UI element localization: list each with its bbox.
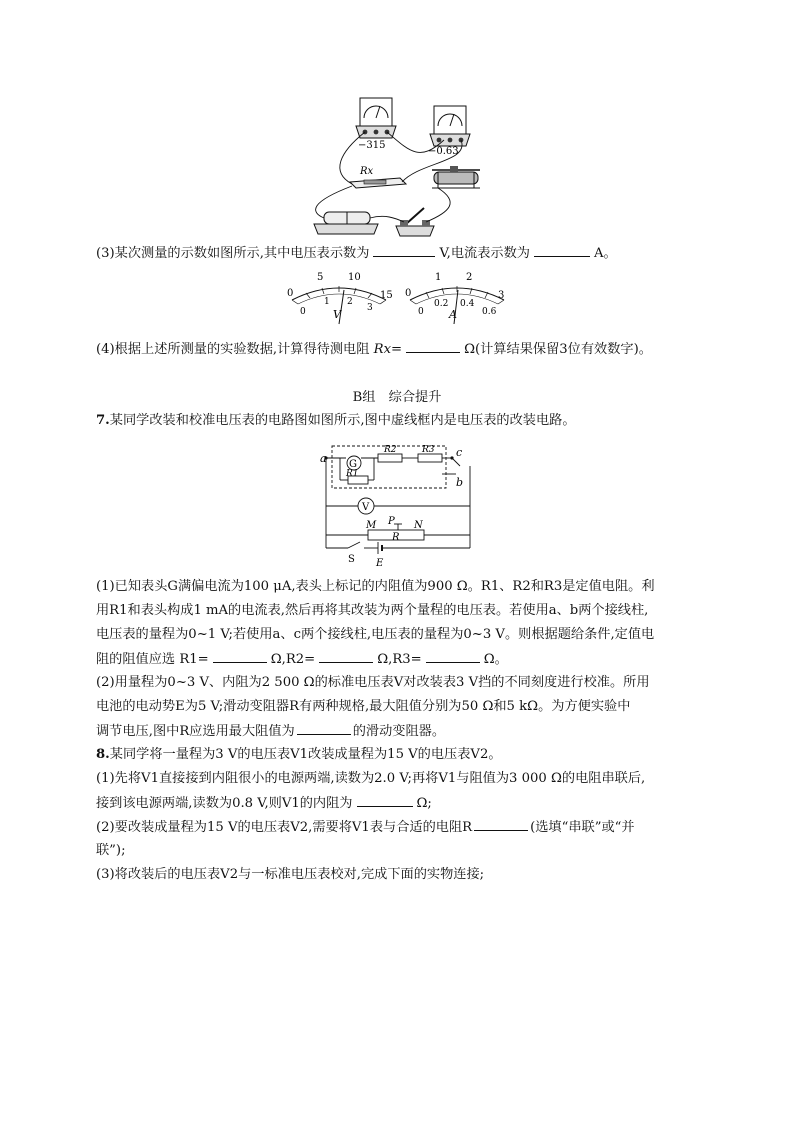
q3-text-b: V,电流表示数为 <box>439 246 530 261</box>
v1-resistance-blank[interactable] <box>357 794 413 807</box>
q8-p3-line1: (3)将改装后的电压表V2与一标准电压表校对,完成下面的实物连接; <box>96 867 485 882</box>
circuit-label-R2: R2 <box>384 445 397 455</box>
voltmeter-range-label: −315 <box>358 140 386 151</box>
r1-blank[interactable] <box>213 650 267 663</box>
circuit-label-b: b <box>456 476 464 489</box>
q7-p2-l3-b: 的滑动变阻器。 <box>352 724 446 739</box>
q7-p1-line3: 电压表的量程为0~1 V;若使用a、c两个接线柱,电压表的量程为0~3 V。则根据题给条件,定值电 <box>96 627 655 642</box>
rx-label: Rx <box>360 166 374 177</box>
ammeter-dial <box>402 268 512 328</box>
q7-p1-l4-c: Ω,R3= <box>377 652 422 667</box>
q7-p2-line2: 电池的电动势E为5 V;滑动变阻器R有两种规格,最大阻值分别为50 Ω和5 kΩ。为方便实验中 <box>96 699 631 714</box>
rheostat-choice-blank[interactable] <box>297 722 351 735</box>
circuit-label-S: S <box>348 554 355 565</box>
q7-p1-line1: (1)已知表头G满偏电流为100 μA,表头上标记的内阻值为900 Ω。R1、R2和R3是定值电阻。利 <box>96 579 655 594</box>
q8-number: 8. <box>96 747 110 762</box>
q3-line <box>96 244 617 263</box>
q7-p1-l4-b: Ω,R2= <box>270 652 316 667</box>
q4-resistance-blank[interactable] <box>406 340 460 353</box>
circuit-label-c: c <box>456 446 463 459</box>
q4-line: (4)根据上述所测量的实验数据,计算得待测电阻 Rx= Ω(计算结果保留3位有效数字)。 <box>96 342 652 357</box>
rheostat-device <box>432 166 480 188</box>
switch-device <box>396 208 434 236</box>
q8-p2-l1-a: (2)要改装成量程为15 V的电压表V2,需要将V1表与合适的电阻R <box>96 820 473 835</box>
circuit-label-R1: R1 <box>346 469 359 479</box>
experiment-setup-figure <box>300 92 510 240</box>
circuit-label-E: E <box>376 558 384 569</box>
q4-text-b: Ω(计算结果保留3位有效数字)。 <box>464 342 652 357</box>
q7-number: 7. <box>96 413 110 428</box>
ammeter-range-label: −0.63 <box>428 146 459 157</box>
voltmeter-device <box>356 98 396 138</box>
ammeter-device <box>430 106 470 146</box>
a-top-2: 2 <box>466 272 473 283</box>
a-top-3: 3 <box>498 290 505 301</box>
v-top-5: 5 <box>317 272 324 283</box>
circuit-label-N: N <box>414 520 423 531</box>
a-bottom-04: 0.4 <box>460 299 475 309</box>
v-top-10: 10 <box>348 272 361 283</box>
connection-type-blank[interactable] <box>474 818 528 831</box>
a-top-0: 0 <box>405 288 412 299</box>
resistor-rx-device <box>350 178 406 188</box>
q3-voltage-blank[interactable] <box>373 244 435 257</box>
v-bottom-3: 3 <box>367 303 373 313</box>
voltmeter-symbol: V <box>333 308 341 321</box>
q7-stem-line <box>96 412 576 430</box>
v-bottom-1: 1 <box>324 297 330 307</box>
q8-p2-line2: 联”); <box>96 843 126 858</box>
a-top-1: 1 <box>435 272 442 283</box>
circuit-label-a: a <box>320 452 327 465</box>
q8-stem: 某同学将一量程为3 V的电压表V1改装成量程为15 V的电压表V2。 <box>109 747 502 762</box>
v-top-15: 15 <box>380 290 393 301</box>
q7-p1-l4-a: 阻的阻值应选 R1= <box>96 652 209 667</box>
calibration-circuit-diagram <box>318 442 478 568</box>
ammeter-symbol: A <box>449 308 457 321</box>
circuit-label-R: R <box>392 532 400 543</box>
q4-rx-symbol: Rx <box>373 342 392 357</box>
q4-text-a: (4)根据上述所测量的实验数据,计算得待测电阻 <box>96 342 370 357</box>
v-top-0: 0 <box>287 288 294 299</box>
a-bottom-0: 0 <box>418 307 424 317</box>
q7-p1-line2: 用R1和表头构成1 mA的电流表,然后再将其改装为两个量程的电压表。若使用a、b两个接线柱, <box>96 603 649 618</box>
q8-p2-line1 <box>96 818 635 837</box>
q7-stem: 某同学改装和校准电压表的电路图如图所示,图中虚线框内是电压表的改装电路。 <box>109 413 576 428</box>
q8-p1-line2 <box>96 794 432 813</box>
q7-p2-l3-a: 调节电压,图中R应选用最大阻值为 <box>96 724 295 739</box>
q7-p1-l4-d: Ω。 <box>483 652 508 667</box>
circuit-label-V: V <box>362 502 370 513</box>
q8-p1-l2-b: Ω; <box>416 796 432 811</box>
v-bottom-0: 0 <box>300 307 306 317</box>
r2-blank[interactable] <box>319 650 373 663</box>
q3-text-a: (3)某次测量的示数如图所示,其中电压表示数为 <box>96 246 370 261</box>
v-bottom-2: 2 <box>347 297 353 307</box>
voltmeter-dial <box>284 268 394 328</box>
a-bottom-06: 0.6 <box>482 307 497 317</box>
circuit-label-P: P <box>388 516 395 527</box>
q3-current-blank[interactable] <box>534 244 590 257</box>
q7-p2-line1: (2)用量程为0~3 V、内阻为2 500 Ω的标准电压表V对改装表3 V挡的不同刻度进行校准。所用 <box>96 675 650 690</box>
battery-device <box>314 212 378 234</box>
a-bottom-02: 0.2 <box>434 299 449 309</box>
q8-p2-l1-b: (选填“串联”或“并 <box>530 820 635 835</box>
circuit-label-G: G <box>349 459 357 470</box>
circuit-label-M: M <box>366 520 377 531</box>
q7-p1-line4 <box>96 650 508 669</box>
section-title: B组 综合提升 <box>352 390 442 405</box>
q7-p2-line3 <box>96 722 445 741</box>
q8-stem-line <box>96 746 502 764</box>
q8-p1-line1: (1)先将V1直接接到内阻很小的电源两端,读数为2.0 V;再将V1与阻值为3 000 Ω的电阻串联后, <box>96 771 646 786</box>
q8-p1-l2-a: 接到该电源两端,读数为0.8 V,则V1的内阻为 <box>96 796 353 811</box>
circuit-label-R3: R3 <box>422 445 435 455</box>
r3-blank[interactable] <box>426 650 480 663</box>
q3-text-c: A。 <box>593 246 617 261</box>
